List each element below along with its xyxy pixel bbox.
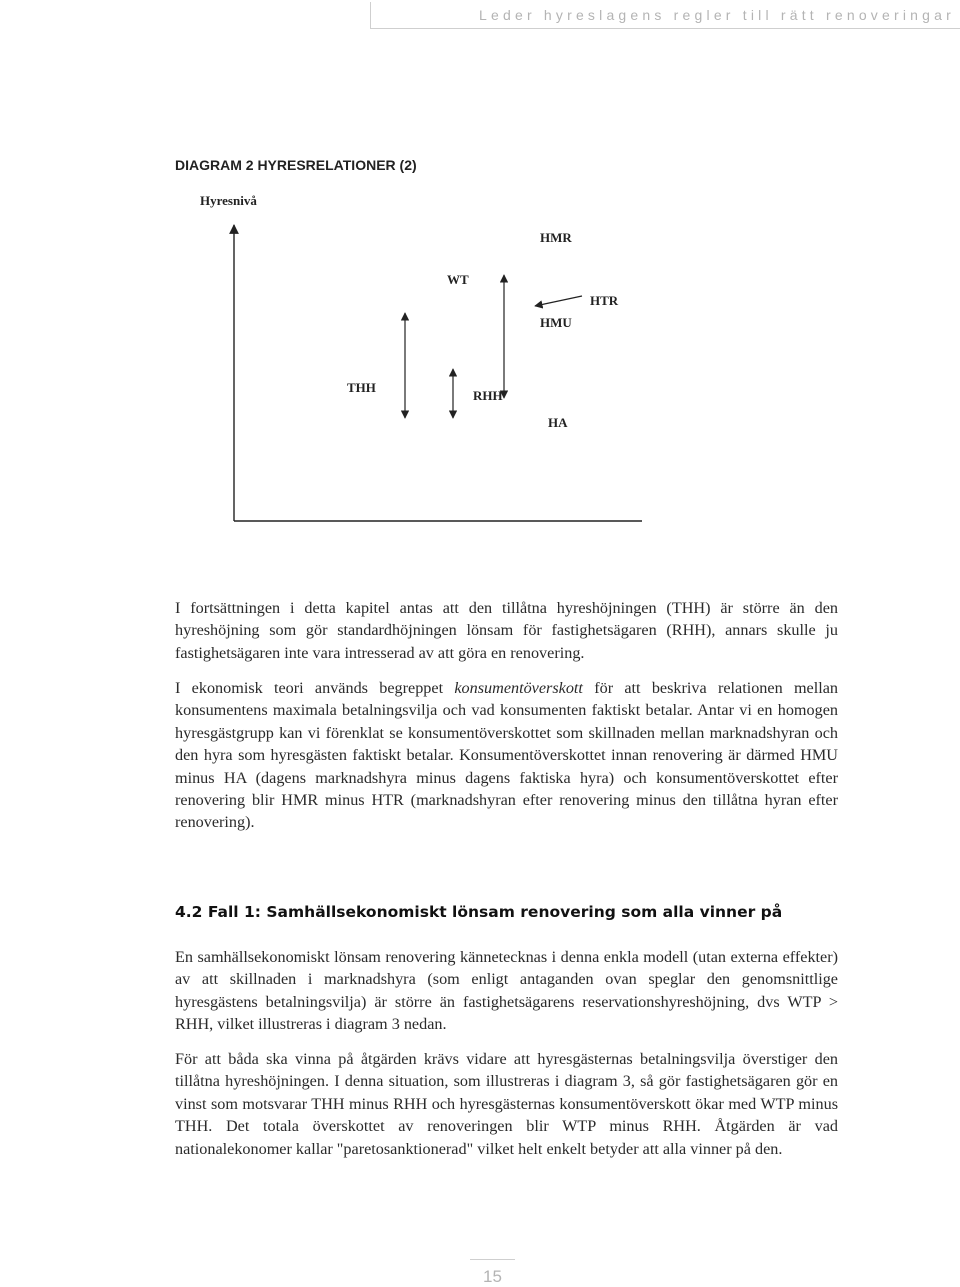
paragraph-assumption: I fortsättningen i detta kapitel antas att den tillåtna hyreshöjningen (THH) är större än den hyreshöjning som gör standardhöjningen lönsam för fastighetsägaren (RHH), annars skulle ju fastighetsägaren inte vara intresserad av att göra en renovering. (175, 599, 838, 662)
section-heading: 4.2 Fall 1: Samhällsekonomiskt lönsam renovering som alla vinner på (175, 903, 783, 921)
label-hmr: HMR (540, 230, 572, 245)
paragraph-consumer-surplus: I ekonomisk teori används begreppet konsumentöverskott för att beskriva relationen mellan konsumentens maximala betalningsvilja och vad konsumenten faktiskt betalar. Antar vi en homogen hyresgästgrupp kan vi förenklat se konsumentöverskottet som skillnaden mellan marknadshyran och den hyra som hyresgästen faktiskt betalar. Konsumentöverskottet innan renovering är därmed HMU minus HA (dagens marknadshyra minus dagens faktiska hyra) och konsumentöverskottet efter renovering blir HMR minus HTR (marknadshyran efter renovering minus den tillåtna hyran efter renovering). (175, 679, 838, 832)
paragraph-case1-pareto: För att båda ska vinna på åtgärden krävs vidare att hyresgästernas betalningsvilja överstiger den tillåtna hyreshöjningen. I denna situation, som illustreras i diagram 3, så gör fastighetsägaren gör en vinst som motsvarar THH minus RHH och hyresgästernas konsumentöverskott ökar med WTP minus THH. Det totala överskottet av renoveringen blir WTP minus RHH. Åtgärden är vad nationalekonomer kallar "paretosanktionerad" vilket helt enkelt betyder att alla vinner på den. (175, 1050, 838, 1158)
running-header (370, 2, 960, 29)
page-number: 15 (483, 1267, 502, 1286)
term-consumer-surplus: konsumentöverskott (454, 679, 583, 697)
label-htr: HTR (590, 293, 619, 308)
label-wt: WT (447, 272, 469, 287)
label-rhh: RHH (473, 388, 503, 403)
label-ha: HA (548, 415, 568, 430)
label-hmu: HMU (540, 315, 572, 330)
paragraph-case1-definition: En samhällsekonomiskt lönsam renovering kännetecknas i denna enkla modell (utan externa effekter) av att skillnaden i marknadshyra (som enligt antaganden ovan speglar den genomsnittlige hyresgästens betalningsvilja) är större än fastighetsägarens reservationshyreshöjning, dvs WTP > RHH, vilket illustreras i diagram 3 nedan. (175, 948, 838, 1034)
y-axis-label: Hyresnivå (200, 193, 257, 208)
rent-relations-diagram (190, 185, 650, 530)
htr-pointer-arrow (535, 296, 582, 306)
footer-divider (470, 1259, 515, 1260)
running-head-text: Leder hyreslagens regler till rätt renoveringar (479, 7, 955, 23)
label-thh: THH (347, 380, 376, 395)
diagram-title: DIAGRAM 2 HYRESRELATIONER (2) (175, 157, 417, 173)
